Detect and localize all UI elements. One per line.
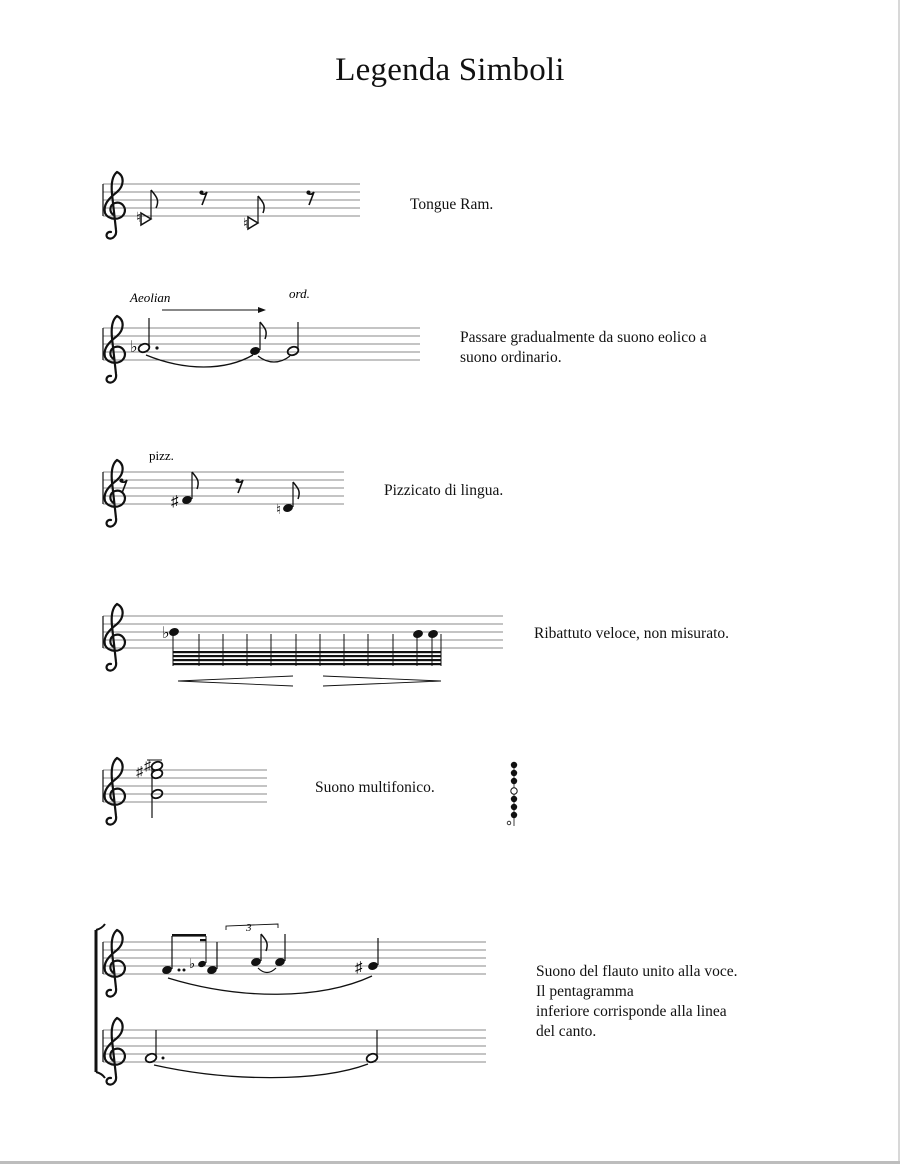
- pizz-label: pizz.: [149, 448, 174, 463]
- svg-text:♯: ♯: [171, 494, 179, 510]
- page-title: Legenda Simboli: [335, 52, 565, 88]
- ord-label: ord.: [289, 286, 310, 301]
- hairpins: [178, 676, 441, 686]
- tongue-ram-staff: [103, 172, 360, 239]
- eighth-rest: [307, 191, 315, 206]
- svg-text:♯: ♯: [136, 765, 143, 780]
- svg-text:♮: ♮: [243, 217, 249, 232]
- svg-text:♯: ♯: [355, 960, 363, 976]
- svg-text:♮: ♮: [136, 211, 142, 226]
- svg-text:♯: ♯: [144, 759, 151, 774]
- multiphonic-staff: [103, 758, 267, 825]
- tuplet-number: 3: [246, 922, 252, 934]
- pizzicato-staff: [103, 448, 344, 527]
- tongue-ram-note-2: [243, 196, 264, 232]
- ord-half-note: [286, 322, 299, 357]
- description-line: Pizzicato di lingua.: [384, 482, 504, 499]
- description-line: Passare gradualmente da suono eolico a: [460, 329, 707, 346]
- svg-text:♮: ♮: [276, 503, 282, 518]
- ribattuto-notes: [168, 627, 439, 640]
- aeolian-eighth-note: [249, 322, 266, 356]
- eighth-rest: [200, 191, 208, 206]
- flute-voice-system: [96, 922, 486, 1085]
- description-line: inferiore corrisponde alla linea: [536, 1003, 727, 1020]
- description-line: suono ordinario.: [460, 349, 562, 366]
- ribattuto-beams: [173, 651, 441, 665]
- aeolian-staff: [103, 286, 420, 383]
- svg-text:♭: ♭: [130, 339, 138, 356]
- aeolian-label: Aeolian: [130, 290, 171, 305]
- fingering-diagram: [507, 762, 517, 826]
- description-line: Suono multifonico.: [315, 779, 435, 796]
- pizz-note-natural: [276, 482, 299, 518]
- multiphonic-chord: [136, 759, 164, 818]
- description-line: Il pentagramma: [536, 983, 634, 1000]
- description-line: Tongue Ram.: [410, 196, 494, 213]
- description-line: Ribattuto veloce, non misurato.: [534, 625, 730, 642]
- eighth-rest: [236, 479, 244, 494]
- svg-text:♭: ♭: [189, 956, 196, 971]
- ribattuto-staff: [103, 604, 503, 686]
- description-line: del canto.: [536, 1023, 597, 1040]
- svg-text:♭: ♭: [162, 625, 170, 642]
- description-line: Suono del flauto unito alla voce.: [536, 963, 738, 980]
